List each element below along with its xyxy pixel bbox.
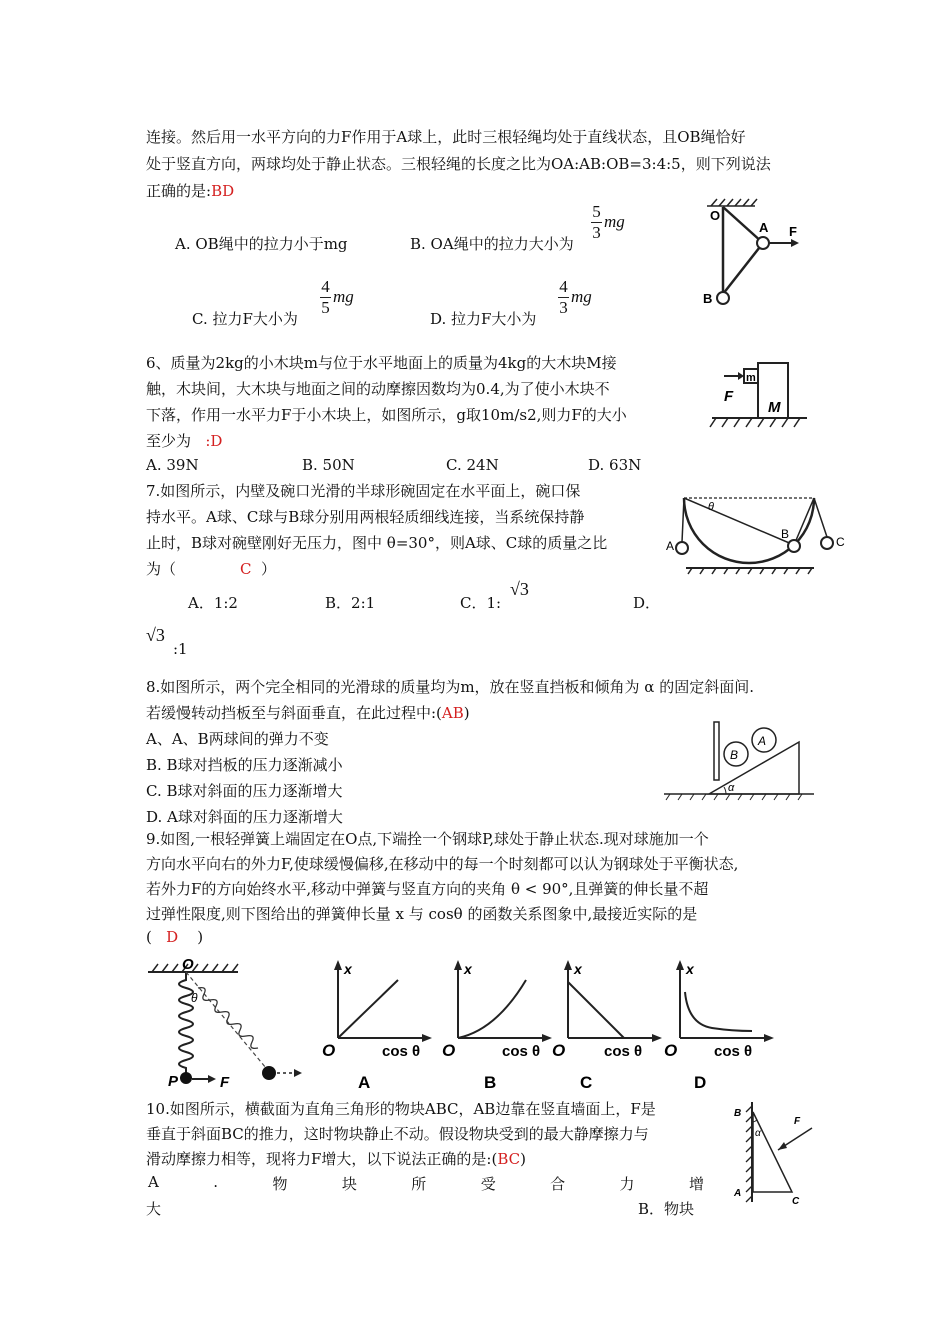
- q9-line4: 过弹性限度,则下图给出的弹簧伸长量 x 与 cosθ 的函数关系图象中,最接近实际的是: [146, 905, 698, 923]
- q9-line1: 9.如图,一根轻弹簧上端固定在O点,下端拴一个钢球P,球处于静止状态.现对球施加一个: [146, 830, 709, 848]
- label-a: A: [758, 734, 767, 748]
- graph-a-axis-label: cos θ: [382, 1043, 421, 1060]
- q5-option-d-fraction: 4 3: [559, 277, 568, 317]
- ball-a: [676, 542, 688, 554]
- q6-line2: 触，木块间，大木块与地面之间的动摩擦因数均为0.4,为了使小木块不: [146, 380, 610, 398]
- q10-option-b-start: B．物块: [638, 1200, 695, 1218]
- bowl: [684, 498, 814, 563]
- label-b: B: [730, 748, 739, 762]
- label-o: O: [710, 208, 721, 223]
- q5-figure: [695, 198, 810, 313]
- label-a: A: [759, 220, 769, 235]
- q5-option-b-fraction: 5 3: [592, 202, 601, 242]
- ball-c: [821, 537, 833, 549]
- graph-d-x-label: x: [686, 961, 694, 977]
- graph-a-letter: A: [358, 1073, 371, 1092]
- q7-option-b: B．2:1: [325, 594, 376, 612]
- q5-line3: 正确的是:BD: [146, 182, 235, 200]
- label-c: C: [792, 1196, 800, 1207]
- q7-option-d-sqrt3: √3: [146, 625, 165, 645]
- q7-option-c: C．1:: [460, 594, 502, 612]
- q9-answer: D: [166, 928, 179, 946]
- label-theta: θ: [708, 501, 714, 513]
- label-b: B: [734, 1108, 742, 1119]
- q7-option-c-sqrt3: √3: [510, 579, 529, 599]
- graph-d-curve: [685, 992, 752, 1031]
- label-alpha: α: [728, 782, 735, 794]
- q7-line2: 持水平。A球、C球与B球分别用两根轻质细线连接，当系统保持静: [146, 508, 585, 526]
- baffle: [714, 722, 719, 780]
- graph-d-axis-label: cos θ: [714, 1043, 753, 1060]
- q7-option-d: D．: [633, 594, 661, 612]
- q10-line2: 垂直于斜面BC的推力，这时物块静止不动。假设物块受到的最大静摩擦力与: [146, 1125, 649, 1143]
- q10-line3: 滑动摩擦力相等，现将力F增大，以下说法正确的是:(BC): [146, 1150, 526, 1168]
- q5-option-a: A. OB绳中的拉力小于mg: [175, 235, 348, 253]
- triangle-block: [753, 1112, 792, 1192]
- q9-line5: ( D ): [146, 928, 204, 946]
- q7-option-a: A．1:2: [188, 594, 238, 612]
- q9-graph-a: [318, 958, 433, 1093]
- label-big-m: M: [768, 399, 781, 416]
- q5-option-b-mg: mg: [604, 212, 625, 231]
- q6-option-b: B. 50N: [302, 456, 355, 474]
- q5-option-d: D. 拉力F大小为: [430, 310, 537, 328]
- q5-option-c-mg: mg: [333, 287, 354, 306]
- q8-option-b: B. B球对挡板的压力逐渐减小: [146, 756, 343, 774]
- q5-option-c: C. 拉力F大小为: [192, 310, 298, 328]
- incline: [709, 742, 799, 794]
- q8-line1: 8.如图所示，两个完全相同的光滑球的质量均为m，放在竖直挡板和倾角为 α 的固定斜面间.: [146, 678, 754, 696]
- q5-option-b: B. OA绳中的拉力大小为: [410, 235, 574, 253]
- q10-answer: BC: [497, 1150, 521, 1168]
- ball-b: [717, 292, 729, 304]
- q5-option-d-mg: mg: [571, 287, 592, 306]
- label-f: F: [794, 1116, 801, 1127]
- graph-b-x-label: x: [464, 961, 472, 977]
- q10-figure: [722, 1098, 822, 1210]
- ball-moved: [262, 1066, 276, 1080]
- q9-graph-d: [660, 958, 775, 1093]
- label-b: B: [781, 527, 790, 541]
- graph-c-letter: C: [580, 1073, 593, 1092]
- q10-option-a-justified: A . 物 块 所 受 合 力 增: [148, 1173, 704, 1193]
- q6-answer: :D: [205, 432, 223, 450]
- q7-line1: 7.如图所示，内壁及碗口光滑的半球形碗固定在水平面上，碗口保: [146, 482, 581, 500]
- q8-figure: [664, 718, 814, 808]
- graph-b-letter: B: [484, 1073, 497, 1092]
- q9-graph-b: [438, 958, 553, 1093]
- label-f: F: [789, 224, 797, 239]
- q8-option-a: A、A、B两球间的弹力不变: [146, 730, 329, 748]
- graph-d-letter: D: [694, 1073, 707, 1092]
- q9-line2: 方向水平向右的外力F,使球缓慢偏移,在移动中的每一个时刻都可以认为钢球处于平衡状态,: [146, 855, 739, 873]
- q6-option-c: C. 24N: [446, 456, 499, 474]
- ball-b: [788, 540, 800, 552]
- label-b: B: [703, 291, 713, 306]
- label-theta: θ: [191, 991, 198, 1005]
- q7-line3: 止时，B球对碗壁刚好无压力，图中 θ=30°，则A球、C球的质量之比: [146, 534, 608, 552]
- q8-option-c: C. B球对斜面的压力逐渐增大: [146, 782, 343, 800]
- ball-p: [180, 1072, 192, 1084]
- q5-line2: 处于竖直方向，两球均处于静止状态。三根轻绳的长度之比为OA:AB:OB=3:4:5，则下列说法: [146, 155, 771, 173]
- q5-line1: 连接。然后用一水平方向的力F作用于A球上，此时三根轻绳均处于直线状态，且OB绳恰好: [146, 128, 746, 146]
- q5-answer: BD: [211, 182, 235, 200]
- tilted-spring: [198, 988, 258, 1049]
- q6-option-d: D. 63N: [588, 456, 642, 474]
- q8-line2: 若缓慢转动挡板至与斜面垂直，在此过程中:(AB): [146, 704, 470, 722]
- label-c: C: [836, 535, 845, 549]
- label-small-m: m: [746, 372, 756, 384]
- q6-option-a: A. 39N: [146, 456, 199, 474]
- label-f: F: [220, 1074, 230, 1091]
- graph-b-axis-label: cos θ: [502, 1043, 541, 1060]
- q6-line4: 至少为 :D: [146, 432, 223, 450]
- q6-line1: 6、质量为2kg的小木块m与位于水平地面上的质量为4kg的大木块M接: [146, 354, 617, 372]
- q7-option-d-tail: :1: [173, 640, 188, 658]
- ceiling-hatch: [707, 199, 757, 206]
- q7-line4: 为（ C ）: [146, 560, 277, 578]
- q7-figure: [664, 490, 845, 575]
- q8-answer: AB: [441, 704, 464, 722]
- label-f: F: [724, 388, 734, 405]
- graph-a-curve: [338, 980, 398, 1038]
- graph-c-curve: [568, 982, 624, 1038]
- graph-a-origin: O: [322, 1041, 336, 1060]
- label-o: O: [182, 956, 194, 973]
- vertical-spring: [179, 972, 193, 1073]
- q7-answer: C: [240, 560, 252, 578]
- q5-option-c-fraction: 4 5: [321, 277, 330, 317]
- q6-line3: 下落，作用一水平力F于小木块上，如图所示，g取10m/s2,则力F的大小: [146, 406, 627, 424]
- ball-a: [757, 237, 769, 249]
- graph-d-origin: O: [664, 1041, 678, 1060]
- label-p: P: [168, 1073, 179, 1090]
- label-a: A: [734, 1188, 742, 1199]
- q6-figure: [702, 355, 812, 435]
- q9-line3: 若外力F的方向始终水平,移动中弹簧与竖直方向的夹角 θ < 90°,且弹簧的伸长量不超: [146, 880, 709, 898]
- label-alpha: α: [755, 1128, 761, 1139]
- q10-option-a-end: 大: [146, 1200, 162, 1218]
- graph-b-origin: O: [442, 1041, 456, 1060]
- graph-c-axis-label: cos θ: [604, 1043, 643, 1060]
- q10-line1: 10.如图所示，横截面为直角三角形的物块ABC，AB边靠在竖直墙面上，F是: [146, 1100, 656, 1118]
- graph-a-x-label: x: [344, 961, 352, 977]
- graph-c-origin: O: [552, 1041, 566, 1060]
- label-a: A: [666, 539, 675, 553]
- graph-c-x-label: x: [574, 961, 582, 977]
- graph-b-curve: [458, 980, 526, 1038]
- q9-graph-c: [548, 958, 663, 1093]
- q8-option-d: D. A球对斜面的压力逐渐增大: [146, 808, 343, 826]
- q9-spring-figure: [146, 958, 311, 1093]
